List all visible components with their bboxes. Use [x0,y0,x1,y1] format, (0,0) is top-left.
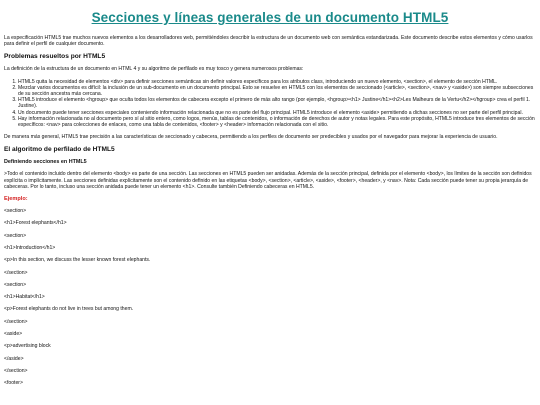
subheading-defining-sections: Definiendo secciones en HTML5 [4,159,87,166]
code-line: <h1>Introduction</h1> [4,244,56,251]
problems-list [4,79,536,129]
code-line: <p>In this section, we discuss the lesser known forest elephants. [4,257,151,264]
sections-paragraph: >Todo el contenido incluido dentro del elemento <body> es parte de una sección. Las secciones en HTML5 pueden ser anidadas. Además de la sección principal, definida por el elemento <body>, los límites de la sección son definidos explícita o implícitamente. Las secciones definidas explícitamente son el contenido definido en las etiquetas <body>, <section>, <article>, <aside>, <footer>, <header>, y <nav>. Nota: Cada sección puede tener su propia jerarquía de cabeceras. Por lo tanto, incluso una sección anidada puede tener un elemento <h1>. Consulte también Definiendo cabeceras en HTML5. [4,171,532,190]
code-line: </section> [4,367,28,374]
code-line: <section> [4,281,27,288]
section-heading-algorithm: El algoritmo de perfilado de HTML5 [4,146,115,154]
example-label: Ejemplo: [4,196,28,203]
page-title[interactable]: Secciones y líneas generales de un documento HTML5 [91,10,449,25]
list-item: 3. HTML5 introduce el elemento <hgroup> que oculta todos los elementos de cabecera excepto el primero de más alto rango (por ejemplo, <hgroup><h1> Justine</h1><h2>Les Malheurs de la Vertu</h2></hgroup> crea el perfil 1. Justine). [18,97,536,109]
code-line: </aside> [4,355,24,362]
code-line: </section> [4,269,28,276]
code-line: <section> [4,232,27,239]
code-line: <p>Forest elephants do not live in trees but among them. [4,306,134,313]
intro-paragraph: La especificación HTML5 trae muchos nuevos elementos a los desarrolladores web, permitiéndoles describir la estructura de un documento web con semántica estandarizada. Este documento describe estos elementos y cómo usarlos para definir el perfil de cualquier documento. [4,35,533,48]
code-example [4,208,536,386]
list-item: 2. Mezclar varios documentos es difícil: la inclusión de un sub-documento en un documento principal. Esto se resuelve en HTML5 con los elementos de seccionado (<article>, <section>, <nav> y <aside>) son siempre subsecciones de su sección ancestra más cercana. [18,85,536,97]
code-line: <aside> [4,331,23,338]
list-item: 5. Hay información relacionada no al documento pero sí al sitio entero, como logos, menús, tablas de contenidos, o información de derechos de autor y notas legales. Para este propósito, HTML5 introduce tres elementos de sección específicos: <nav> para colecciones de enlaces, como una tabla de contenidos, <footer> y <header> información relacionada con el sitio. [18,116,536,128]
code-line: <p>advertising block [4,343,51,350]
code-line: <section> [4,208,27,215]
section-heading-problems: Problemas resueltos por HTML5 [4,53,106,61]
code-line: <h1>Forest elephants</h1> [4,220,67,227]
list-item: 1. HTML5 quita la necesidad de elementos <div> para definir secciones semánticas sin definir valores específicos para los atributos class, introduciendo un nuevo elemento, <section>, el elemento de sección HTML. [18,79,536,85]
code-line: </section> [4,318,28,325]
problems-lead: La definición de la estructura de un documento en HTML 4 y su algoritmo de perfilado es muy tosco y genera numerosos problemas: [4,66,304,73]
code-line: <h1>Habitat</h1> [4,294,45,301]
list-item: 4. Un documento puede tener secciones especiales conteniendo información relacionada que no es parte del flujo principal. HTML5 introduce el elemento <aside> permitiendo a dichas secciones no ser parte del perfil principal. [18,110,536,116]
problems-closing: De manera más general, HTML5 trae precisión a las características de seccionado y cabecera, permitiendo a los perfiles de documento ser predecibles y usados por el navegador para mejorar la experiencia de usuario. [4,134,498,141]
code-line: <footer> [4,380,23,387]
